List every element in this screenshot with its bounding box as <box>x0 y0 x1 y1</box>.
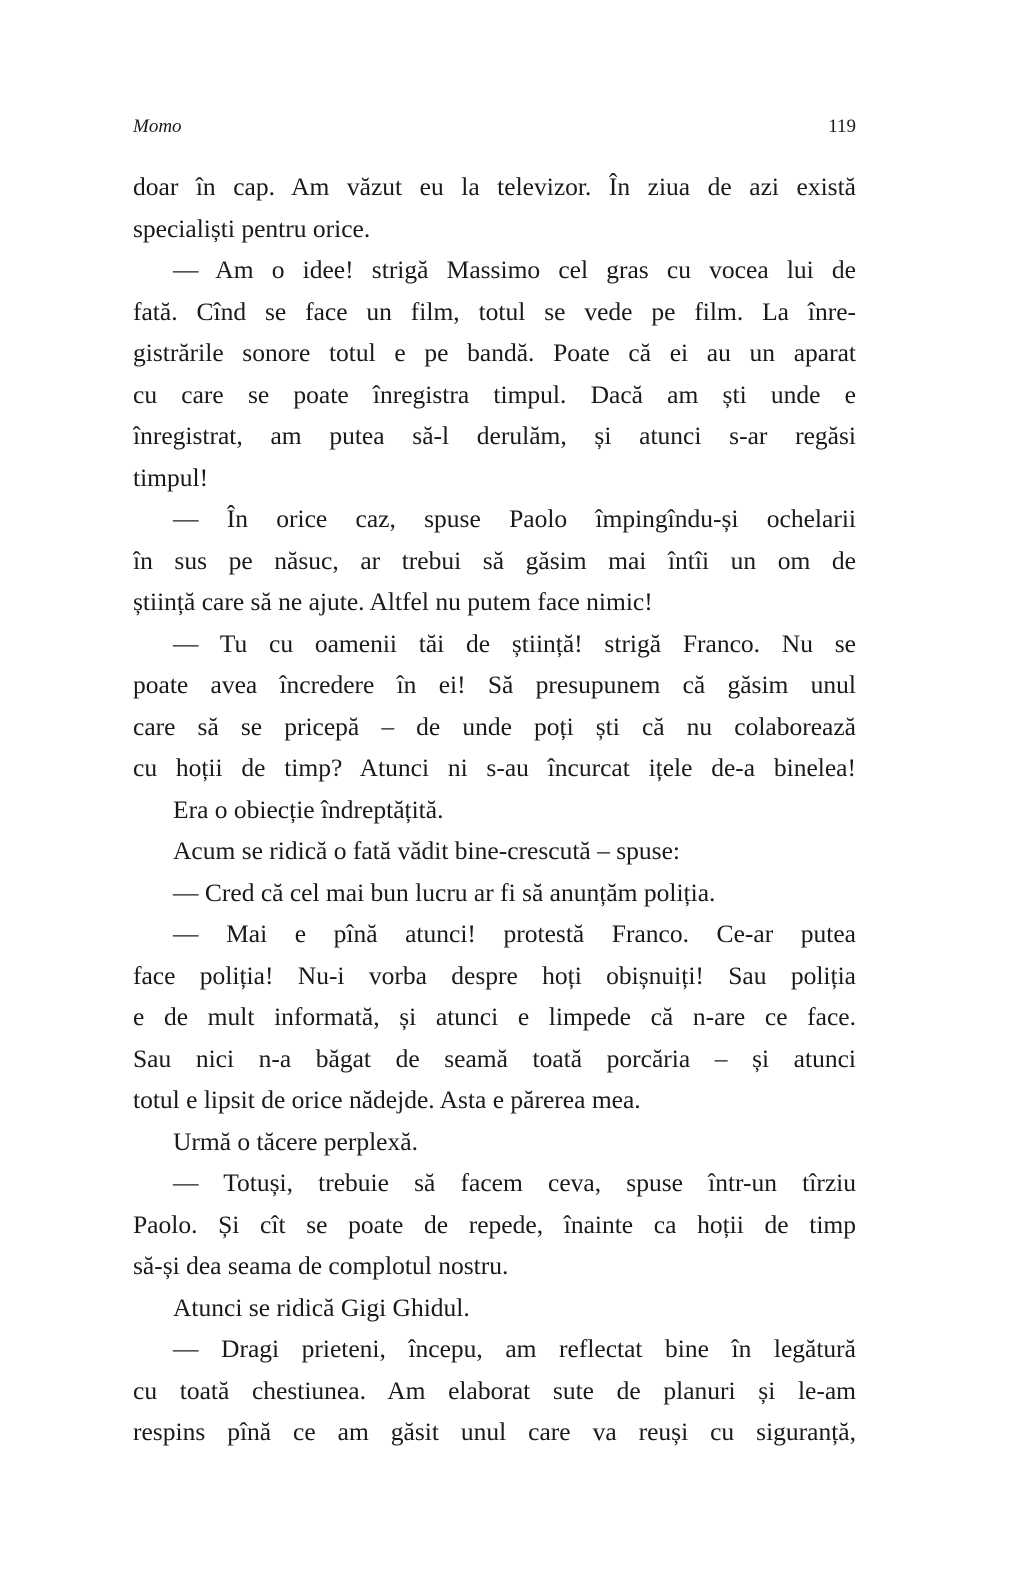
body-text <box>133 166 856 1453</box>
text-line: gistrările sonore totul e pe bandă. Poate că ei au un aparat <box>133 338 856 367</box>
running-header <box>133 116 856 146</box>
text-line: timpul! <box>133 462 209 492</box>
text-line: fată. Cînd se face un film, totul se vede pe film. La înre- <box>133 296 856 326</box>
text-line: — Am o idee! strigă Massimo cel gras cu vocea lui de <box>173 255 856 284</box>
text-line: — Tu cu oamenii tăi de știință! strigă Franco. Nu se <box>173 628 856 658</box>
page-number: 119 <box>828 116 856 137</box>
text-line: să-și dea seama de complotul nostru. <box>133 1251 509 1280</box>
running-title: Momo <box>133 116 182 137</box>
text-line: Atunci se ridică Gigi Ghidul. <box>173 1292 470 1322</box>
text-line: — Dragi prieteni, începu, am reflectat bine în legătură <box>173 1334 856 1363</box>
text-line: Era o obiecție îndreptățită. <box>173 794 444 824</box>
text-line: știință care să ne ajute. Altfel nu putem face nimic! <box>133 587 653 616</box>
text-line: face poliția! Nu-i vorba despre hoți obișnuiți! Sau poliția <box>133 960 856 990</box>
text-line: doar în cap. Am văzut eu la televizor. În ziua de azi există <box>133 172 856 201</box>
text-line: înregistrat, am putea să-l derulăm, și atunci s-ar regăsi <box>133 421 856 450</box>
text-line: — Mai e pînă atunci! protestă Franco. Ce-ar putea <box>173 919 856 948</box>
text-line: Sau nici n-a băgat de seamă toată porcăria – și atunci <box>133 1043 856 1073</box>
text-line: — Totuși, trebuie să facem ceva, spuse într-un tîrziu <box>173 1168 856 1197</box>
text-line: care să se pricepă – de unde poți ști că nu colaborează <box>133 711 856 741</box>
text-line: Paolo. Și cît se poate de repede, înainte ca hoții de timp <box>133 1209 856 1239</box>
text-line: e de mult informată, și atunci e limpede că n-are ce face. <box>133 1002 856 1031</box>
text-line: — În orice caz, spuse Paolo împingîndu-și ochelarii <box>173 504 856 533</box>
text-line: — Cred că cel mai bun lucru ar fi să anunțăm poliția. <box>173 877 716 907</box>
text-line: Acum se ridică o fată vădit bine-crescută – spuse: <box>173 836 680 865</box>
text-line: cu hoții de timp? Atunci ni s-au încurcat ițele de-a binelea! <box>133 753 856 782</box>
text-line: cu toată chestiunea. Am elaborat sute de planuri și le-am <box>133 1375 856 1405</box>
text-line: respins pînă ce am găsit unul care va reuși cu siguranță, <box>133 1417 856 1446</box>
text-line: poate avea încredere în ei! Să presupunem că găsim unul <box>133 670 856 699</box>
text-line: specialiști pentru orice. <box>133 213 371 243</box>
text-line: Urmă o tăcere perplexă. <box>173 1126 418 1156</box>
text-line: cu care se poate înregistra timpul. Dacă am ști unde e <box>133 379 856 409</box>
text-line: totul e lipsit de orice nădejde. Asta e părerea mea. <box>133 1085 641 1114</box>
text-line: în sus pe năsuc, ar trebui să găsim mai întîi un om de <box>133 545 856 575</box>
